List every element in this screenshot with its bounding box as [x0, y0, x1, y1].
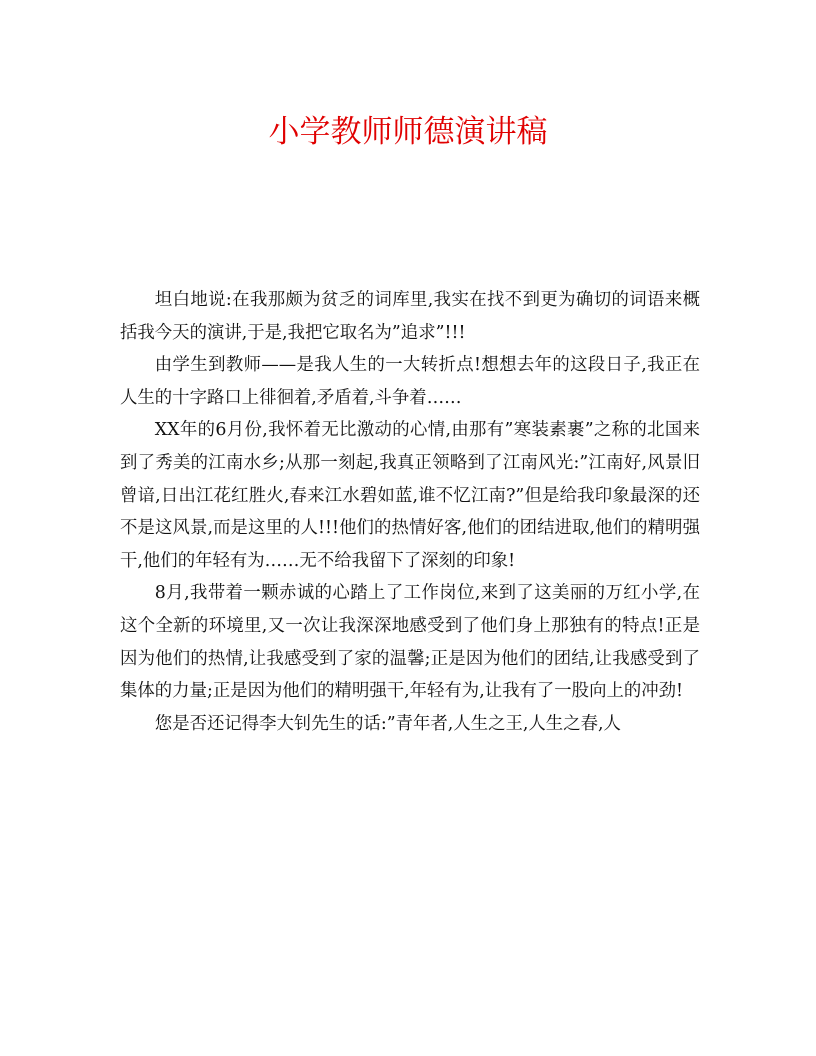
paragraph-2: 由学生到教师——是我人生的一大转折点!想想去年的这段日子,我正在人生的十字路口上徘徊着,矛盾着,斗争着……	[120, 355, 700, 408]
paragraph-5: 您是否还记得李大钊先生的话:”青年者,人生之王,人生之春,人	[154, 713, 621, 734]
paragraph-4: 8月,我带着一颗赤诚的心踏上了工作岗位,来到了这美丽的万红小学,在这个全新的环境里,又一次让我深深地感受到了他们身上那独有的特点!正是因为他们的热情,让我感受到了家的温馨;正是因为他们的团结,让我感受到了集体的力量;正是因为他们的精明强干,年轻有为,让我有了一股向上的冲劲!	[120, 583, 700, 702]
document-title: 小学教师师德演讲稿	[268, 114, 548, 150]
paragraph-1: 坦白地说:在我那颇为贫乏的词库里,我实在找不到更为确切的词语来概括我今天的演讲,于是,我把它取名为”追求”!!!	[120, 290, 700, 343]
paragraph-3: XX年的6月份,我怀着无比激动的心情,由那有”寒装素裹”之称的北国来到了秀美的江南水乡;从那一刻起,我真正领略到了江南风光:”江南好,风景旧曾谙,日出江花红胜火,春来江水碧如蓝,谁不忆江南?”但是给我印象最深的还不是这风景,而是这里的人!!!他们的热情好客,他们的团结进取,他们的精明强干,他们的年轻有为……无不给我留下了深刻的印象!	[120, 420, 700, 571]
document-body	[120, 284, 700, 740]
